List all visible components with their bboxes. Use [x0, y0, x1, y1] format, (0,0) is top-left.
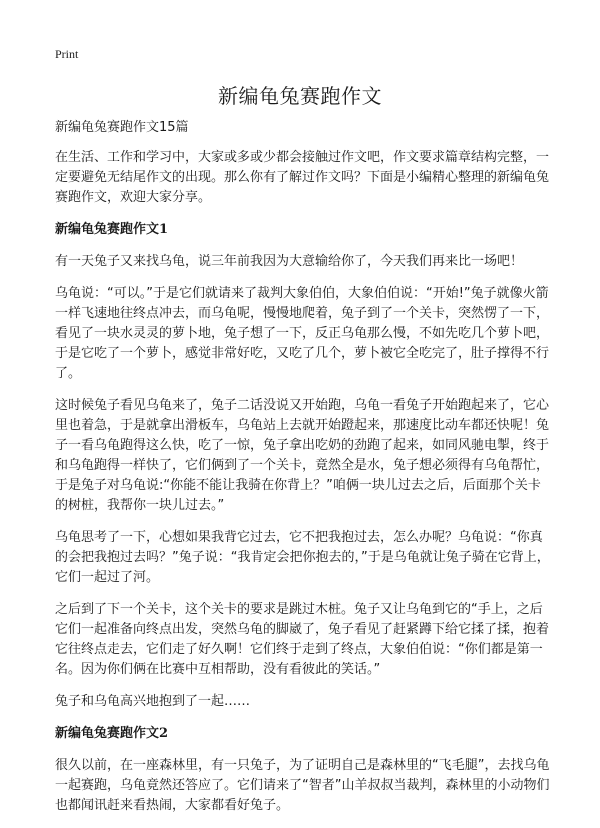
paragraph: 这时候兔子看见乌龟来了，兔子二话没说又开始跑，乌龟一看兔子开始跑起来了，它心里也着急，于是就拿出滑板车，乌龟站上去就开始蹬起来，那速度比动车都还快呢！兔子一看乌龟跑得这么快，吃了一惊，兔子拿出吃奶的劲跑了起来，如同风驰电掣，终于和乌龟跑得一样快了，它们俩到了一个关卡，竟然全是水，兔子想必须得有乌龟帮忙，于是兔子对乌龟说:“你能不能让我骑在你背上？”咱俩一块儿过去之后，后面那个关卡的树桩，我帮你一块儿过去。”: [55, 398, 550, 513]
paragraph: 乌龟思考了一下，心想如果我背它过去，它不把我抱过去，怎么办呢？乌龟说：“你真的会把我抱过去吗？”兔子说：“我肯定会把你抱去的，”于是乌龟就让兔子骑在它背上，它们一起过了河。: [55, 530, 550, 585]
paragraph: 有一天兔子又来找乌龟，说三年前我因为大意输给你了，今天我们再来比一场吧！: [55, 254, 524, 269]
article-subtitle: 新编龟兔赛跑作文15篇: [55, 120, 189, 135]
paragraph: 之后到了下一个关卡，这个关卡的要求是跳过木桩。兔子又让乌龟到它的“手上，之后它们一起准备向终点出发，突然乌龟的脚崴了，兔子看见了赶紧蹲下给它揉了揉，抱着它往终点走去，它们走了好久啊！它们终于走到了终点，大象伯伯说：“你们都是第一名。因为你们俩在比赛中互相帮助，没有看彼此的笑话。”: [55, 602, 550, 677]
intro-paragraph: 在生活、工作和学习中，大家或多或少都会接触过作文吧，作文要求篇章结构完整，一定要避免无结尾作文的出现。那么你有了解过作文吗？下面是小编精心整理的新编龟兔赛跑作文，欢迎大家分享。: [55, 150, 550, 205]
paragraph: 兔子和乌龟高兴地抱到了一起……: [55, 694, 251, 709]
paragraph: 乌龟说：“可以。”于是它们就请来了裁判大象伯伯，大象伯伯说：“开始!”兔子就像火箭一样飞速地往终点冲去，而乌龟呢，慢慢地爬着，兔子到了一个关卡，突然愣了一下，看见了一块水灵灵的萝卜地，兔子想了一下，反正乌龟那么慢，不如先吃几个萝卜吧，于是它吃了一个萝卜，感觉非常好吃，又吃了几个，萝卜被它全吃完了，肚子撑得不行了。: [55, 286, 550, 381]
article-body: [55, 118, 550, 828]
page-title: 新编龟兔赛跑作文: [218, 84, 382, 108]
print-link[interactable]: Print: [55, 47, 79, 61]
paragraph: 很久以前，在一座森林里，有一只兔子，为了证明自己是森林里的“飞毛腿”，去找乌龟一起赛跑，乌龟竟然还答应了。它们请来了“智者”山羊叔叔当裁判，森林里的小动物们也都闻讯赶来看热闹，大家都看好兔子。: [55, 758, 550, 813]
section-heading-2: 新编龟兔赛跑作文2: [55, 726, 169, 741]
section-heading-1: 新编龟兔赛跑作文1: [55, 222, 169, 237]
